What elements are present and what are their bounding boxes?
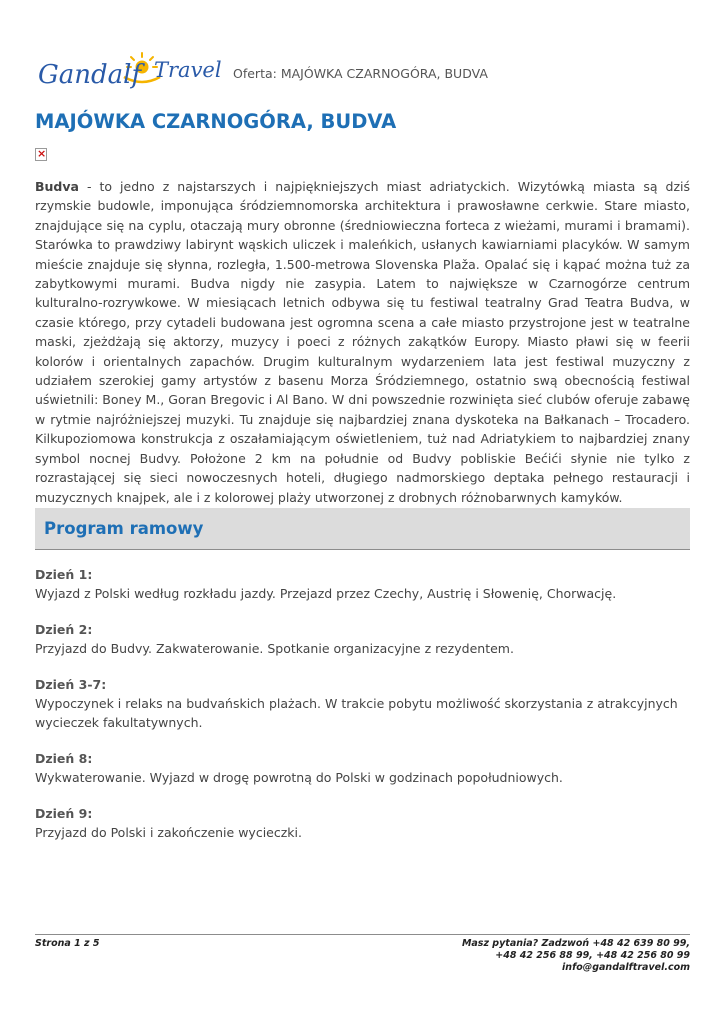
day-item	[35, 750, 690, 787]
intro-text: - to jedno z najstarszych i najpiękniejszych miast adriatyckich. Wizytówką miasta są dziś rzymskie budowle, imponująca śródziemnomorska architektura i prawosławne cerkwie. Stare miasto, znajdujące się na cyplu, otaczają mury obronne (średniowieczna forteca z wieżami, murami i bramami). Starówka to prawdziwy labirynt wąskich uliczek i maleńkich, usłanych kawiarniami placyków. W samym mieście znajduje się słynna, rozległa, 1.500-metrowa Slovenska Plaža. Opalać się i kąpać można tuż za zabytkowymi murami. Budva nigdy nie zasypia. Latem to największe w Czarnogórze centrum kulturalno-rozrywkowe. W miesiącach letnich odbywa się tu festiwal teatralny Grad Teatra Budva, w czasie którego, przy cytadeli budowana jest ogromna scena a całe miasto przystrojone jest w teatralne maski, zjeżdżają się aktorzy, muzycy i poeci z różnych zakątków Europy. Miasto pławi się w feerii kolorów i orientalnych zapachów. Drugim kulturalnym wydarzeniem lata jest festiwal muzyczny z udziałem szerokiej gamy artystów z basenu Morza Śródziemnego, ostatnio swą obecnością festiwal uświetnili: Boney M., Goran Bregovic i Al Bano. W dni powszednie rozwinięta sieć clubów oferuje zabawę w rytmie najróżniejszej muzyki. Tu znajduje się najbardziej znana dyskoteka na Bałkanach – Trocadero. Kilkupoziomowa konstrukcja z oszałamiającym oświetleniem, tuż nad Adriatykiem to najbardziej znany symbol nocnej Budvy. Położone 2 km na południe od Budvy pobliskie Bećići słynie nie tylko z rozrastającej się sieci nowoczesnych hoteli, długiego nadmorskiego deptaka pełnego restauracji i muzycznych knajpek, ale i z kolorowej plaży utworzonej z drobnych różnobarwnych kamyków.	[35, 179, 690, 505]
program-section-header	[35, 508, 690, 550]
day-text: Wyjazd z Polski według rozkładu jazdy. Przejazd przez Czechy, Austrię i Słowenię, Chorwację.	[35, 586, 617, 601]
gandalf-travel-logo	[36, 50, 228, 96]
day-label: Dzień 9:	[35, 806, 93, 821]
intro-paragraph	[35, 177, 690, 507]
svg-text:Travel: Travel	[154, 58, 222, 82]
day-item	[35, 621, 690, 658]
page-header	[36, 50, 696, 96]
day-label: Dzień 3-7:	[35, 677, 107, 692]
svg-text:Gandalf: Gandalf	[38, 60, 142, 90]
day-label: Dzień 2:	[35, 622, 93, 637]
day-label: Dzień 1:	[35, 567, 93, 582]
program-heading: Program ramowy	[44, 519, 204, 538]
footer-divider	[35, 934, 690, 935]
broken-image-icon: ×	[37, 147, 47, 160]
day-text: Przyjazd do Polski i zakończenie wycieczki.	[35, 825, 302, 840]
day-label: Dzień 8:	[35, 751, 93, 766]
offer-prefix: Oferta:	[233, 66, 281, 81]
program-days	[35, 566, 690, 860]
day-text: Wykwaterowanie. Wyjazd w drogę powrotną do Polski w godzinach popołudniowych.	[35, 770, 563, 785]
day-item	[35, 566, 690, 603]
contact-email: info@gandalftravel.com	[562, 962, 690, 973]
contact-line-2: +48 42 256 88 99, +48 42 256 80 99	[495, 950, 690, 961]
offer-line	[233, 66, 488, 81]
day-text: Wypoczynek i relaks na budvańskich plażach. W trakcie pobytu możliwość skorzystania z atrakcyjnych wycieczek fakultatywnych.	[35, 696, 678, 730]
footer-contact	[370, 938, 690, 974]
day-text: Przyjazd do Budvy. Zakwaterowanie. Spotkanie organizacyjne z rezydentem.	[35, 641, 514, 656]
page-number: Strona 1 z 5	[35, 938, 100, 949]
day-item	[35, 805, 690, 842]
page-title: MAJÓWKA CZARNOGÓRA, BUDVA	[35, 110, 397, 133]
intro-bold-word: Budva	[35, 179, 79, 194]
offer-name: MAJÓWKA CZARNOGÓRA, BUDVA	[280, 66, 488, 81]
contact-line-1: Masz pytania? Zadzwoń +48 42 639 80 99,	[461, 938, 690, 949]
day-item	[35, 676, 690, 732]
